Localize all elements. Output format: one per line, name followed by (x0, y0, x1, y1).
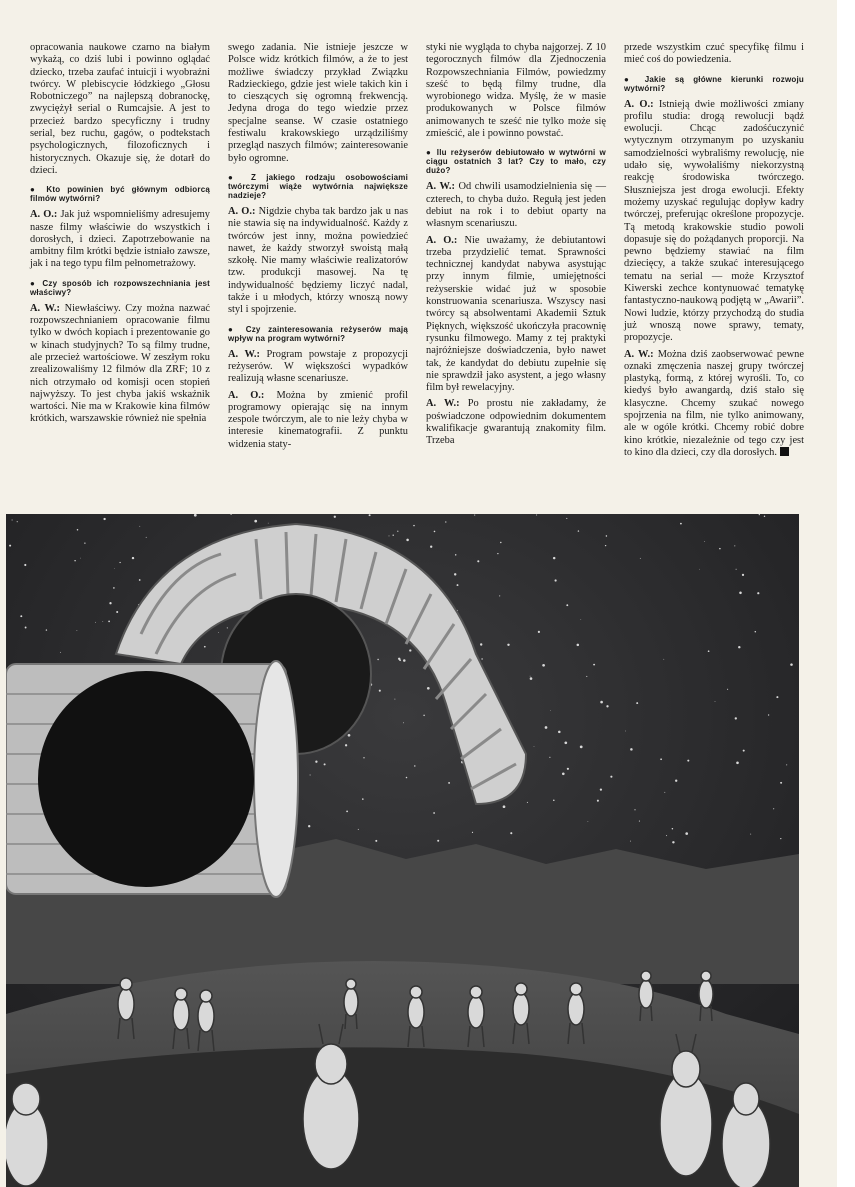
star (315, 761, 317, 763)
column-4 (624, 42, 804, 463)
star (102, 621, 103, 622)
star (786, 764, 787, 765)
speaker-label: A. O.: (228, 205, 256, 217)
star (708, 650, 710, 652)
star (527, 802, 528, 803)
star (434, 531, 436, 533)
star (324, 763, 326, 765)
star (530, 677, 533, 680)
star (113, 587, 115, 589)
star (605, 545, 606, 546)
star (348, 734, 351, 737)
star (588, 821, 589, 822)
star (780, 838, 781, 839)
speaker-label: A. W.: (30, 302, 60, 314)
speaker-label: A. W.: (228, 348, 260, 360)
answer (228, 390, 408, 451)
star (555, 579, 557, 581)
star (218, 632, 219, 633)
star (790, 663, 793, 666)
star (12, 520, 13, 521)
star (139, 526, 140, 527)
star (445, 521, 446, 522)
star (738, 646, 740, 648)
star (664, 792, 665, 793)
cylinder-spacecraft (6, 661, 298, 897)
star (17, 521, 18, 522)
answer-text: Nigdzie chyba tak bardzo jak u nas nie stawia się na indywidualność. Każdy z twórców jest inny, można powiedzieć nawet, że każdy stworzył swoistą małą szkołę. Nie mamy właściwie realizatorów tzw. produkcji masowej. Na tę indywidualność będziemy liczyć nadal, także i u młodych, którzy wnoszą nowy styl i spojrzenie. (228, 205, 408, 316)
star (734, 545, 735, 546)
star (139, 579, 141, 581)
star (363, 757, 364, 758)
star (345, 744, 347, 746)
star (474, 515, 475, 516)
star (549, 757, 550, 758)
star (764, 516, 765, 517)
star (430, 546, 432, 548)
answer-text: Istnieją dwie możliwości zmiany profilu studia: drogą rewolucji bądź ewolucji. Chcąc zadośćuczynić wytycznym otrzymanym po uzyskaniu samodzielności wybraliśmy rewolucję, nie udało się, wywołaliśmy niekorzystną reakcję środowiska twórczego. Słuszniejsza jest droga ewolucji. Efekty możemy uzyskać regulując dopływ kadry twórczej, preferując określone propozycje. Tą metodą krakowskie studio powoli dopasuje się do pożądanych proporcji. Na pewno będziemy stawiać na film dziecięcy, a także szukać interesującego tematu na serial — może Krzysztof Kiwerski zechce kontynuować tematykę fantastyczno-naukową podjętą w „Awarii”. Nowi ludzie, którzy przychodzą do studia już wnoszą nowe sprawy, tematy, propozycje. (624, 98, 804, 344)
star (634, 809, 635, 810)
star (379, 690, 381, 692)
star (500, 542, 501, 543)
question-heading: ● Ilu reżyserów debiutowało w wytwórni w ciągu ostatnich 3 lat? Czy to mało, czy dużo? (426, 148, 606, 175)
star (566, 518, 567, 519)
star (553, 557, 555, 559)
star (606, 535, 607, 536)
star (406, 539, 409, 542)
paragraph: przede wszystkim czuć specyfikę filmu i mieć coś do powiedzenia. (624, 42, 804, 66)
speaker-label: A. W.: (426, 181, 455, 193)
star (736, 569, 737, 570)
column-2 (228, 42, 408, 455)
star (780, 782, 782, 784)
column-3 (426, 42, 606, 452)
star (553, 800, 555, 802)
question-heading: ● Czy sposób ich rozpowszechniania jest właściwy? (30, 279, 210, 297)
star (369, 514, 371, 516)
star (74, 560, 75, 561)
star (80, 558, 81, 559)
star (46, 629, 47, 630)
answer (426, 398, 606, 447)
star (640, 558, 641, 559)
star (477, 560, 479, 562)
star (742, 574, 744, 576)
speaker-label: A. W.: (426, 398, 460, 410)
answer (426, 181, 606, 230)
star (630, 841, 631, 842)
star (680, 523, 682, 525)
star (743, 750, 745, 752)
star (108, 621, 110, 623)
star (9, 545, 11, 547)
star (409, 649, 411, 651)
answer-text: Można dziś zaobserwować pewne oznaki zmęczenia naszej grupy twórczej plastyką, formą, z której wyrośli. To, co kiedyś było awangardą, dziś stało się klasyczne. Chcemy szukać nowego spojrzenia na film, nie tylko animowany, ale w ogóle krótki. Chcemy robić dobre kino krótkie, niezależnie od tego czy jest to kino dla dzieci, czy dla dorosłych. (624, 348, 804, 458)
answer-text: Jak już wspomnieliśmy adresujemy nasze filmy właściwie do wszystkich i dorosłych, i dzieci. Zapotrzebowanie na ambitny film krótki będzie istniało zawsze, jak i na tego typu film pełnometrażowy. (30, 209, 210, 270)
speaker-label: A. W.: (624, 348, 654, 360)
star (685, 832, 688, 835)
star (413, 525, 414, 526)
star (95, 622, 96, 623)
star (454, 573, 456, 575)
star (625, 731, 626, 732)
answer-text: Po prostu nie zakładamy, że poświadczone odpowiednim dokumentem kwalifikacje gwarantują znakomity film. Trzeba (426, 398, 606, 447)
star (503, 805, 506, 808)
star (600, 701, 603, 704)
star (377, 659, 378, 660)
star (499, 595, 500, 596)
star (268, 523, 269, 524)
star (60, 652, 61, 653)
star (423, 715, 424, 716)
star (672, 828, 673, 829)
star (448, 782, 450, 784)
star (403, 659, 406, 662)
star (675, 780, 677, 782)
star (759, 514, 760, 515)
star (660, 758, 662, 760)
star (704, 541, 705, 542)
answer (624, 349, 804, 460)
star (639, 821, 640, 822)
star (715, 701, 716, 702)
star (414, 765, 415, 766)
star (455, 554, 456, 555)
star (358, 829, 359, 830)
star (510, 832, 512, 834)
star (666, 835, 667, 836)
star (687, 760, 689, 762)
star (610, 776, 612, 778)
animation-still-illustration (6, 514, 799, 1187)
star (739, 592, 742, 595)
question-heading: ● Jakie są główne kierunki rozwoju wytwórni? (624, 75, 804, 93)
answer (228, 206, 408, 317)
star (334, 516, 336, 518)
question-heading: ● Czy zainteresowania reżyserów mają wpływ na program wytwórni? (228, 325, 408, 343)
star (480, 643, 482, 645)
star (362, 798, 364, 800)
answer (426, 235, 606, 395)
star (433, 812, 435, 814)
star (20, 615, 22, 617)
star (768, 714, 769, 715)
answer (30, 303, 210, 426)
answer (30, 209, 210, 270)
star (558, 731, 561, 734)
star (84, 542, 85, 543)
dark-porthole (38, 671, 254, 887)
star (132, 557, 134, 559)
star (308, 825, 310, 827)
paragraph: styki nie wygląda to chyba najgorzej. Z 10 tegorocznych filmów dla Zjednoczenia Rozpowszechniania Filmów, powiedzmy sześć to będą filmy trudne, dla wyrobionego widza. Myślę, że w masie produkowanych w Polsce filmów animowanych te sześć nie tylko może się zmieścić, ale i powinno powstać. (426, 42, 606, 140)
star (507, 644, 509, 646)
question-heading: ● Kto powinien być głównym odbiorcą filmów wytwórni? (30, 185, 210, 203)
speaker-label: A. O.: (228, 389, 265, 401)
star (403, 722, 404, 723)
star (437, 840, 439, 842)
star (24, 564, 26, 566)
star (564, 741, 567, 744)
star (397, 531, 398, 532)
star (254, 520, 257, 523)
star (727, 689, 728, 690)
star (530, 676, 531, 677)
speaker-label: A. O.: (426, 234, 458, 246)
star (310, 775, 311, 776)
star (538, 631, 540, 633)
star (776, 696, 778, 698)
star (77, 529, 79, 531)
answer-text: Od chwili usamodzielnienia się — czterech, to chyba dużo. Regułą jest jeden debiut na rok i to debiut oparty na własnym scenariuszu. (426, 181, 606, 230)
star (472, 832, 473, 833)
star (719, 548, 721, 550)
star (375, 840, 377, 842)
paragraph: swego zadania. Nie istnieje jeszcze w Polsce widz krótkich filmów, a że to jest możliwe świadczy przykład Związku Radzieckiego, gdzie jest wiele takich kin i to cieszących się ogromną frekwencją. Jedyna droga do tego wiedzie przez specjalne seanse. W czasie ostatniego festiwalu krakowskiego urządziliśmy przegląd naszych filmów; zainteresowanie było ogromne. (228, 42, 408, 164)
star (580, 619, 581, 620)
answer-text: Niewłaściwy. Czy można nazwać rozpowszechnianiem opracowanie filmu tylko w dwóch kopiach i prezentowanie go w kinach studyjnych? To są filmy trudne, ale przecież wartościowe. W zeszłym roku zrealizowaliśmy 12 filmów dla ZRF; 10 z nich otrzymało od komisji ocen stopień najwyższy. To jest chyba jakiś wskaźnik wartości. Nie ma w Krakowie kina filmów krótkich, warszawskie również nie spełnia (30, 302, 211, 425)
star (750, 834, 751, 835)
star (109, 602, 111, 604)
star (534, 746, 535, 747)
star (399, 659, 401, 661)
star (757, 592, 759, 594)
end-mark-icon (780, 447, 789, 456)
star (550, 710, 551, 711)
star (773, 808, 774, 809)
star (497, 553, 498, 554)
star (389, 535, 390, 536)
star (562, 772, 565, 775)
answer-text: Nie uważamy, że debiutantowi trzeba przydzielić temat. Sprawności technicznej kandydat nabywa asystując przy innym filmie, umiejętności reżyserskie widać już w sposobie konstruowania scenariusza. Wszyscy nasi twórcy są absolwentami Akademii Sztuk Pięknych, większość ukończyła pracownię rysunku filmowego. Mamy z tej praktyki najróżniejsze doświadczenia, było nawet tak, że kandydat do debiutu zupełnie się nie sprawdził jako asystent, a jego własny film był rewelacyjny. (426, 234, 606, 394)
star (736, 761, 739, 764)
speaker-label: A. O.: (624, 98, 654, 110)
star (545, 726, 548, 729)
answer-text: Można by zmienić profil programowy opierając się na innym zespole twórczym, ale to nie leży chyba w interesie kinematografii. Z punktu widzenia staty- (228, 389, 408, 450)
answer (624, 99, 804, 345)
star (699, 569, 700, 570)
star (636, 702, 638, 704)
star (481, 658, 482, 659)
star (586, 676, 587, 677)
star (630, 748, 633, 751)
star (663, 659, 664, 660)
star (597, 800, 599, 802)
star (672, 841, 674, 843)
page-margin (837, 0, 855, 1187)
speaker-label: A. O.: (30, 209, 58, 221)
column-1 (30, 42, 210, 430)
answer (228, 349, 408, 386)
star (114, 568, 115, 569)
paragraph: opracowania naukowe czarno na białym wykażą, co dziś lubi i powinno oglądać dziecko, trzeba zaufać intuicji i wyobraźni twórcy. W plebiscycie łódzkiego „Głosu Robotniczego” na najlepszą dobranockę, zwyciężył serial o Rumcajsie. A jest to przecież bardzo specyficzny i trudny serial, bez ruchu, gagów, o podtekstach psychologicznych, filozoficznych i historycznych. Okazuje się, że dotarł do dzieci. (30, 42, 210, 176)
star (116, 611, 118, 613)
star (567, 768, 569, 770)
star (427, 687, 430, 690)
star (593, 664, 595, 666)
star (735, 717, 737, 719)
star (394, 699, 395, 700)
star (406, 777, 408, 779)
star (580, 746, 583, 749)
question-heading: ● Z jakiego rodzaju osobowościami twórczymi wiąże wytwórnia największe nadzieje? (228, 173, 408, 200)
answer-text: Program powstaje z propozycji reżyserów. W większości wypadków realizują własne scenariusze. (228, 348, 408, 385)
star (542, 664, 545, 667)
space-scene-drawing (6, 514, 799, 1187)
star (755, 631, 756, 632)
star (146, 537, 147, 538)
star (566, 604, 568, 606)
star (457, 584, 459, 586)
star (204, 646, 206, 648)
star (25, 627, 27, 629)
star (393, 535, 394, 536)
star (119, 562, 120, 563)
star (536, 514, 537, 515)
star (578, 530, 579, 531)
star (77, 630, 78, 631)
star (103, 518, 105, 520)
article-text (30, 42, 805, 512)
star (606, 705, 608, 707)
star (346, 810, 348, 812)
star (227, 627, 228, 628)
star (600, 788, 602, 790)
star (577, 644, 580, 647)
